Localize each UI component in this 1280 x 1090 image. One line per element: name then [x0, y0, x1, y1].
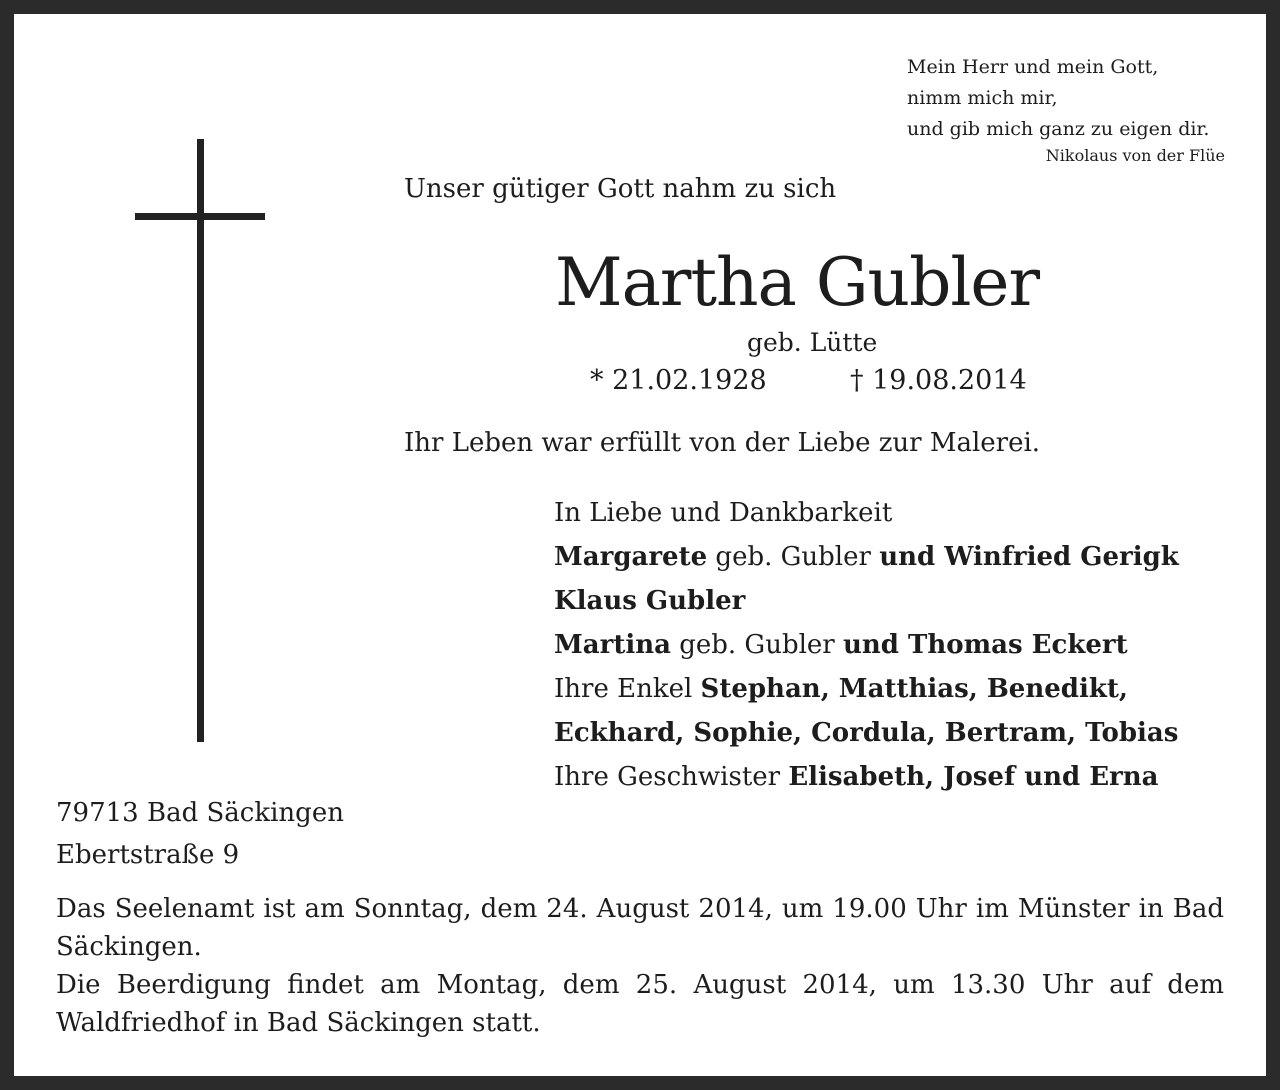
mourner-line	[554, 755, 1179, 799]
mourner-line	[554, 623, 1179, 667]
epigraph-quote	[907, 52, 1209, 145]
mourner-name: Eckhard, Sophie, Cordula, Bertram, Tobias	[554, 718, 1179, 748]
mourner-prefix: Ihre Enkel	[554, 674, 701, 704]
mourner-line	[554, 579, 1179, 623]
quote-author: Nikolaus von der Flüe	[1045, 146, 1225, 165]
quote-line: Mein Herr und mein Gott,	[907, 56, 1159, 78]
quote-line: nimm mich mir,	[907, 87, 1058, 109]
birth-name: geb. Lütte	[747, 328, 878, 357]
death-date: † 19.08.2014	[850, 365, 1027, 396]
cross-icon-bar	[135, 213, 265, 220]
mourner-prefix: Ihre Geschwister	[554, 762, 789, 792]
burial-notice: Die Beerdigung findet am Montag, dem 25. August 2014, um 13.30 Uhr auf dem Waldfriedhof in Bad Säckingen statt.	[56, 970, 1224, 1038]
deceased-name: Martha Gubler	[555, 244, 1040, 321]
mourner-name: Margarete	[554, 542, 708, 572]
mourner-line	[554, 711, 1179, 755]
mourner-name: und Thomas Eckert	[843, 630, 1128, 660]
mourner-detail: geb. Gubler	[707, 542, 880, 572]
birth-date: * 21.02.1928	[590, 365, 767, 396]
mourner-name: Martina	[554, 630, 671, 660]
quote-line: und gib mich ganz zu eigen dir.	[907, 118, 1210, 140]
mourner-name: und Winfried Gerigk	[879, 542, 1179, 572]
mourner-name: Klaus Gubler	[554, 586, 746, 616]
requiem-notice: Das Seelenamt ist am Sonntag, dem 24. August 2014, um 19.00 Uhr im Münster in Bad Säckingen.	[56, 894, 1224, 962]
mourners-opening: In Liebe und Dankbarkeit	[554, 498, 893, 528]
address-street: Ebertstraße 9	[56, 840, 240, 870]
address-city: 79713 Bad Säckingen	[56, 798, 344, 828]
mourner-detail: geb. Gubler	[670, 630, 843, 660]
mourner-name: Stephan, Matthias, Benedikt,	[700, 674, 1128, 704]
life-statement: Ihr Leben war erfüllt von der Liebe zur Malerei.	[404, 428, 1041, 458]
intro-text: Unser gütiger Gott nahm zu sich	[404, 174, 837, 204]
mourner-line	[554, 535, 1179, 579]
mourners-list	[554, 491, 1179, 799]
mourner-name: Elisabeth, Josef und Erna	[788, 762, 1159, 792]
cross-icon	[197, 139, 204, 742]
mourner-line	[554, 667, 1179, 711]
service-notice	[56, 890, 1224, 1042]
address-block	[56, 792, 344, 876]
